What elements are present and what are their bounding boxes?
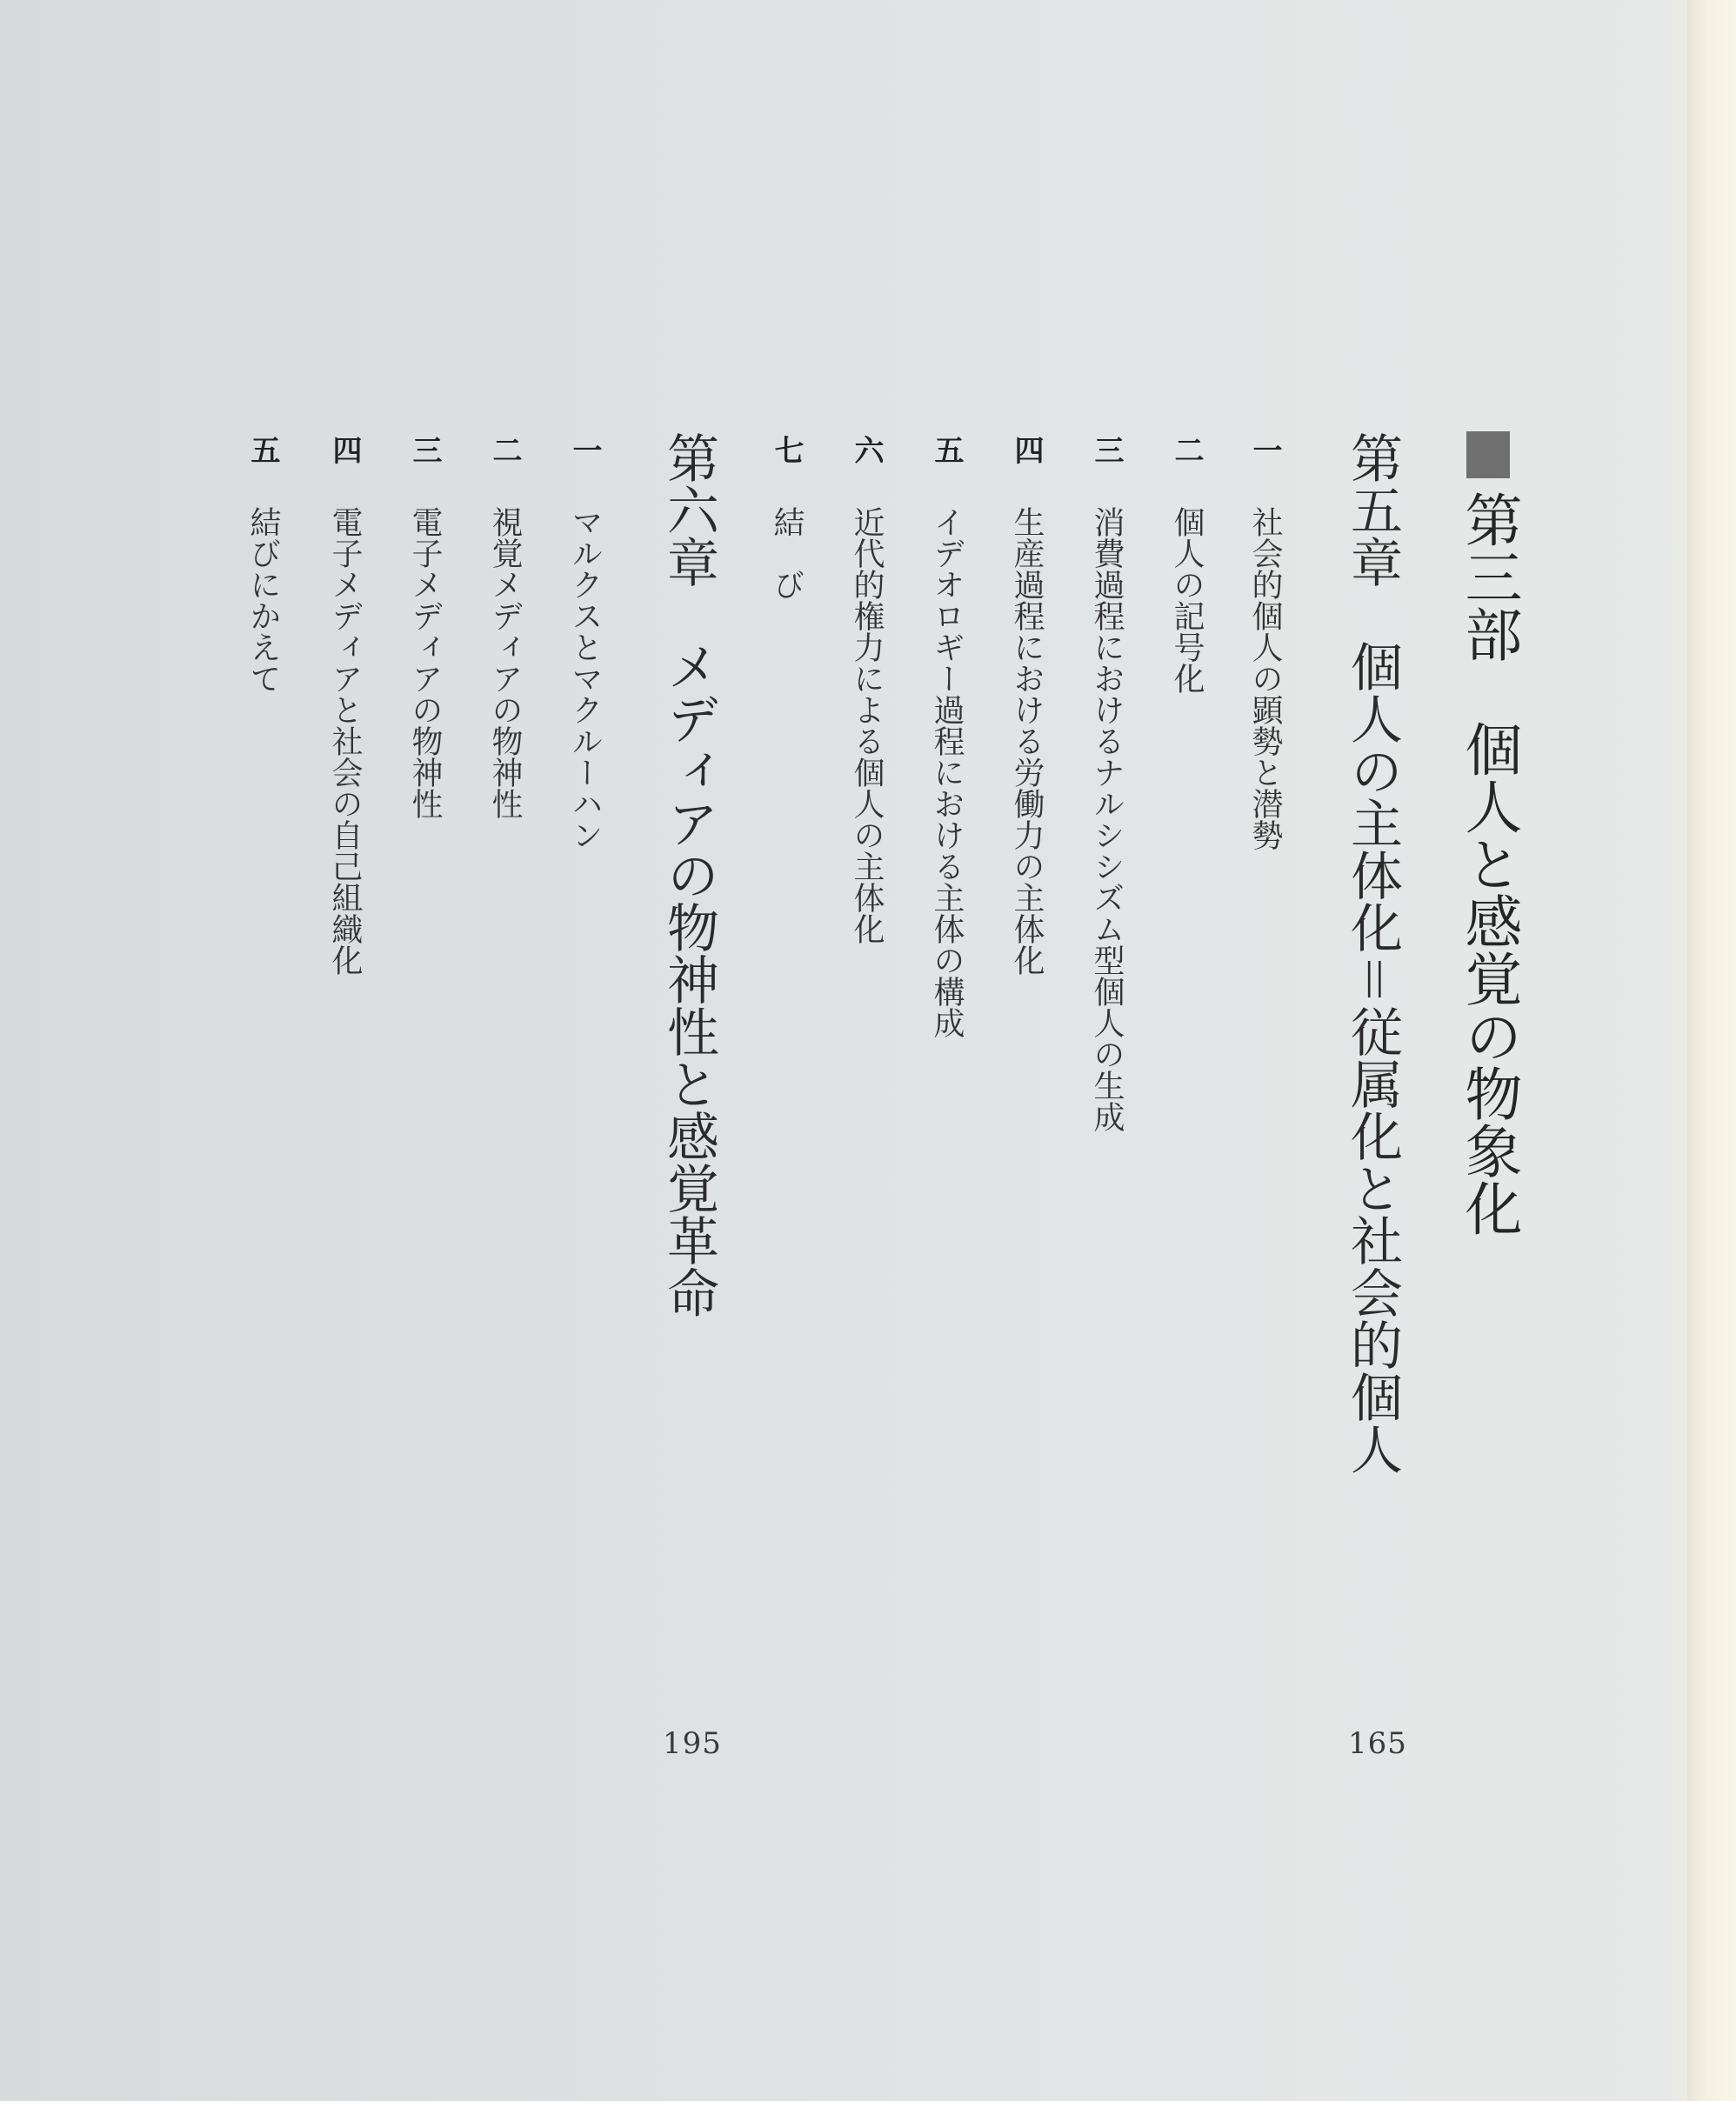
section-title: 個人の記号化 — [1169, 506, 1205, 694]
toc-entry — [929, 435, 965, 1038]
section-title: マルクスとマクルーハン — [567, 506, 603, 850]
chapter-5-title: 第五章 個人の主体化＝従属化と社会的個人 — [1342, 431, 1403, 1475]
section-number: 三 — [407, 435, 442, 464]
section-title: 結 び — [769, 506, 805, 600]
section-number: 三 — [1089, 435, 1124, 464]
part-heading — [1455, 431, 1522, 1237]
section-number: 一 — [567, 435, 602, 464]
part-marker-block — [1466, 431, 1510, 478]
section-title: イデオロギー過程における主体の構成 — [929, 506, 965, 1038]
section-number: 七 — [769, 435, 804, 464]
chapter-6-title: 第六章 メディアの物神性と感覚革命 — [658, 431, 719, 1318]
section-title: 生産過程における労働力の主体化 — [1009, 506, 1045, 976]
toc-entry — [327, 435, 363, 976]
section-title: 電子メディアの物神性 — [407, 506, 443, 819]
toc-entry — [1169, 435, 1205, 694]
page-edge — [1687, 0, 1736, 2101]
toc-entry — [769, 435, 805, 600]
section-number: 四 — [1009, 435, 1044, 464]
chapter-6-heading — [658, 431, 722, 1761]
section-title: 近代的権力による個人の主体化 — [849, 506, 885, 944]
section-title: 結びにかえて — [245, 506, 281, 694]
toc-entry — [1089, 435, 1125, 1132]
section-number: 四 — [327, 435, 362, 464]
show-through-text — [235, 383, 277, 416]
section-number: 五 — [929, 435, 964, 464]
chapter-5-page-number: 165 — [1348, 1726, 1407, 1761]
section-number: 一 — [1247, 435, 1282, 464]
toc-entry — [567, 435, 603, 850]
section-title: 視覚メディアの物神性 — [487, 506, 523, 819]
toc-entry — [849, 435, 885, 944]
section-title: 電子メディアと社会の自己組織化 — [327, 506, 363, 976]
toc-entry — [1247, 435, 1283, 850]
section-number: 二 — [487, 435, 522, 464]
section-title: 消費過程におけるナルシシズム型個人の生成 — [1089, 506, 1125, 1132]
part-title: 第三部 個人と感覚の物象化 — [1455, 490, 1522, 1237]
chapter-5-heading — [1342, 431, 1407, 1761]
chapter-6-page-number: 195 — [663, 1726, 722, 1761]
toc-entry — [487, 435, 523, 819]
section-number: 五 — [245, 435, 280, 464]
section-number: 六 — [849, 435, 884, 464]
section-number: 二 — [1169, 435, 1204, 464]
toc-entry — [1009, 435, 1045, 976]
toc-entry — [245, 435, 281, 694]
section-title: 社会的個人の顕勢と潜勢 — [1247, 506, 1283, 850]
toc-entry — [407, 435, 443, 819]
